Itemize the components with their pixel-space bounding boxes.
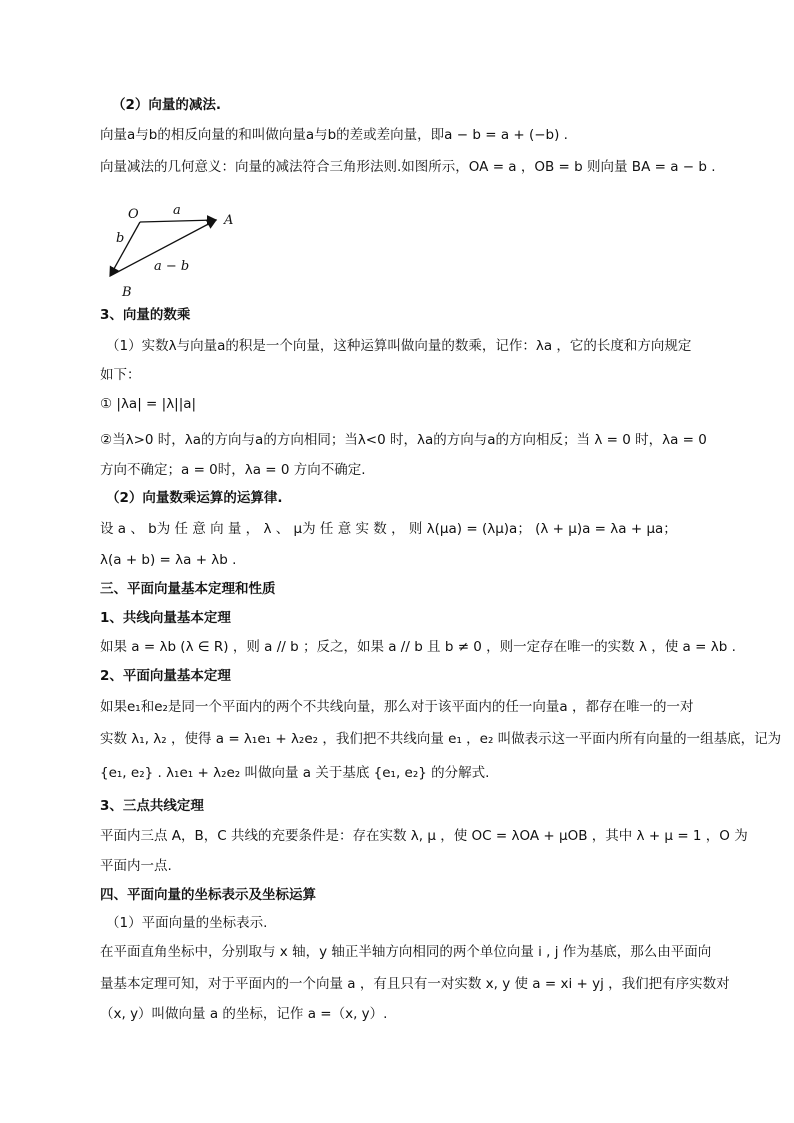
para-scalar-definition-cont: 如下： xyxy=(100,367,141,383)
heading-three-point-collinear: 3、三点共线定理 xyxy=(100,798,204,814)
heading-coordinate-representation: 四、平面向量的坐标表示及坐标运算 xyxy=(100,887,316,903)
point-a-label: A xyxy=(224,213,234,228)
para-scalar-laws-cont: λ(a + b) = λa + λb . xyxy=(100,552,237,568)
para-collinear-theorem: 如果 a = λb (λ ∈ R) ，则 a // b ；反之，如果 a // b 且 b ≠ 0 ，则一定存在唯一的实数 λ ，使 a = λb . xyxy=(100,639,736,655)
difference-label: a − b xyxy=(154,259,190,274)
heading-scalar-laws: （2）向量数乘运算的运算律. xyxy=(106,490,283,506)
rule-direction-cont: 方向不确定；a = 0时，λa = 0 方向不确定. xyxy=(100,462,366,478)
para-subtraction-geometry: 向量减法的几何意义：向量的减法符合三角形法则.如图所示，OA = a ，OB = b 则向量 BA = a − b . xyxy=(100,159,716,175)
point-b-label: B xyxy=(122,285,132,300)
vector-a-label: a xyxy=(173,203,181,218)
heading-scalar-multiplication: 3、向量的数乘 xyxy=(100,307,191,323)
para-plane-theorem-end: {e₁, e₂} . λ₁e₁ + λ₂e₂ 叫做向量 a 关于基底 {e₁, e₂} 的分解式. xyxy=(100,765,490,781)
rule-length: ① |λa| = |λ||a| xyxy=(100,396,197,412)
vector-b-label: b xyxy=(116,231,125,246)
para-scalar-laws: 设 a 、 b为 任 意 向 量 ， λ 、 μ为 任 意 实 数 ， 则 λ(μa) = (λμ)a； (λ + μ)a = λa + μa； xyxy=(100,521,677,537)
vector-oa-line xyxy=(140,220,216,222)
para-coordinate-representation: 在平面直角坐标中，分别取与 x 轴，y 轴正半轴方向相同的两个单位向量 i , j 作为基底，那么由平面向 xyxy=(100,944,712,960)
heading-plane-theorem: 2、平面向量基本定理 xyxy=(100,668,231,684)
rule-direction: ②当λ>0 时，λa的方向与a的方向相同；当λ<0 时，λa的方向与a的方向相反；当 λ = 0 时，λa = 0 xyxy=(100,432,707,448)
para-coordinate-representation-cont: 量基本定理可知，对于平面内的一个向量 a ，有且只有一对实数 x, y 使 a = xi + yj ，我们把有序实数对 xyxy=(100,976,730,992)
heading-basic-theorem: 三、平面向量基本定理和性质 xyxy=(100,581,276,597)
heading-collinear-theorem: 1、共线向量基本定理 xyxy=(100,610,231,626)
para-plane-theorem-cont: 实数 λ₁, λ₂ ，使得 a = λ₁e₁ + λ₂e₂ ，我们把不共线向量 e₁ ，e₂ 叫做表示这一平面内所有向量的一组基底，记为 xyxy=(100,731,782,747)
para-three-point-collinear: 平面内三点 A，B，C 共线的充要条件是：存在实数 λ, μ ，使 OC = λOA + μOB ，其中 λ + μ = 1 ，O 为 xyxy=(100,828,748,844)
triangle-rule-figure xyxy=(100,200,240,300)
para-three-point-collinear-cont: 平面内一点. xyxy=(100,858,172,874)
para-scalar-definition: （1）实数λ与向量a的积是一个向量，这种运算叫做向量的数乘，记作：λa ，它的长度和方向规定 xyxy=(106,338,692,354)
para-subtraction-definition: 向量a与b的相反向量的和叫做向量a与b的差或差向量，即a − b = a + (−b) . xyxy=(100,127,568,143)
para-plane-theorem: 如果e₁和e₂是同一个平面内的两个不共线向量，那么对于该平面内的任一向量a ，都存在唯一的一对 xyxy=(100,699,694,715)
para-coordinate-representation-end: （x, y）叫做向量 a 的坐标，记作 a =（x, y）. xyxy=(100,1006,388,1022)
heading-vector-subtraction: （2）向量的减法. xyxy=(112,97,222,113)
subheading-coordinate-representation: （1）平面向量的坐标表示. xyxy=(106,915,268,931)
point-o-label: O xyxy=(128,207,139,222)
